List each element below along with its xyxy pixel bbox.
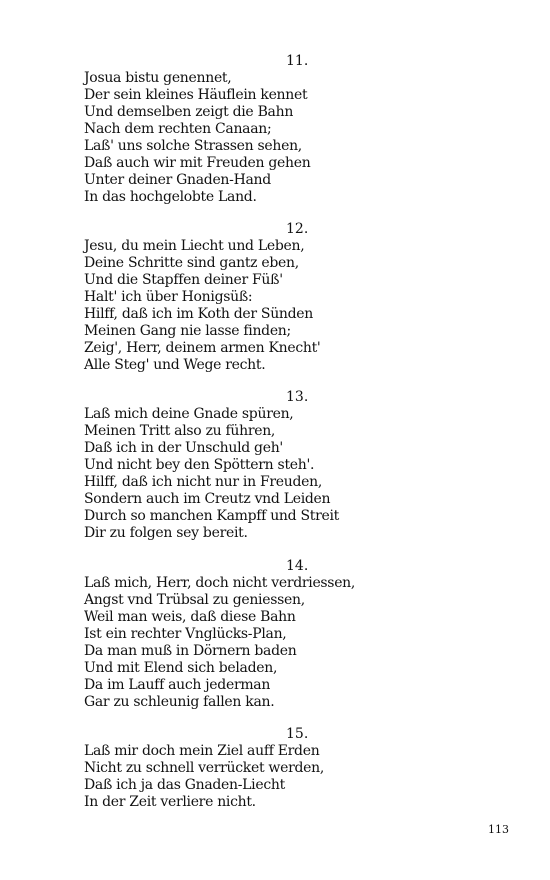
verse-line: Alle Steg' und Wege recht. (84, 357, 266, 373)
verse-line: Ist ein rechter Vnglücks-Plan, (84, 626, 287, 642)
verse-line: Dir zu folgen sey bereit. (84, 525, 248, 541)
verse-line: Meinen Tritt also zu führen, (84, 423, 276, 439)
verse-line: Jesu, du mein Liecht und Leben, (84, 238, 305, 254)
verse-line: In das hochgelobte Land. (84, 189, 257, 205)
verse-line: Laß mich, Herr, doch nicht verdriessen, (84, 575, 356, 591)
verse-line: Deine Schritte sind gantz eben, (84, 255, 299, 271)
verse-line: Durch so manchen Kampff und Streit (84, 508, 339, 524)
page-number: 113 (488, 823, 509, 836)
verse-line: Sondern auch im Creutz vnd Leiden (84, 491, 331, 507)
verse-line: Unter deiner Gnaden-Hand (84, 172, 271, 188)
verse-line: Daß auch wir mit Freuden gehen (84, 155, 311, 171)
verse-line: Angst vnd Trübsal zu geniessen, (84, 592, 305, 608)
stanza-number: 13. (286, 389, 309, 405)
verse-line: Laß mir doch mein Ziel auff Erden (84, 743, 320, 759)
verse-line: Gar zu schleunig fallen kan. (84, 694, 275, 710)
verse-line: Da im Lauff auch jederman (84, 677, 271, 693)
stanza-number: 12. (286, 221, 309, 237)
stanza-lines (84, 743, 324, 811)
verse-line: Laß' uns solche Strassen sehen, (84, 138, 302, 154)
verse-line: Meinen Gang nie lasse finden; (84, 323, 291, 339)
verse-line: Und mit Elend sich beladen, (84, 660, 278, 676)
verse-line: In der Zeit verliere nicht. (84, 794, 256, 810)
verse-line: Zeig', Herr, deinem armen Knecht' (84, 340, 321, 356)
verse-line: Josua bistu genennet, (84, 70, 232, 86)
verse-line: Und demselben zeigt die Bahn (84, 104, 294, 120)
verse-line: Und nicht bey den Spöttern steh'. (84, 457, 315, 473)
stanza-lines (84, 406, 339, 542)
verse-line: Nach dem rechten Canaan; (84, 121, 272, 137)
verse-line: Der sein kleines Häuflein kennet (84, 87, 308, 103)
verse-line: Nicht zu schnell verrücket werden, (84, 760, 325, 776)
stanza-lines (84, 70, 310, 206)
stanza-lines (84, 575, 355, 711)
stanza-number: 15. (286, 726, 309, 742)
verse-line: Daß ich in der Unschuld geh' (84, 440, 283, 456)
stanza-number: 14. (286, 558, 309, 574)
verse-line: Laß mich deine Gnade spüren, (84, 406, 294, 422)
verse-line: Und die Stapffen deiner Füß' (84, 272, 283, 288)
verse-line: Hilff, daß ich nicht nur in Freuden, (84, 474, 322, 490)
verse-line: Hilff, daß ich im Koth der Sünden (84, 306, 314, 322)
stanza-lines (84, 238, 320, 374)
verse-line: Halt' ich über Honigsüß: (84, 289, 253, 305)
verse-line: Daß ich ja das Gnaden-Liecht (84, 777, 285, 793)
verse-line: Da man muß in Dörnern baden (84, 643, 297, 659)
verse-line: Weil man weis, daß diese Bahn (84, 609, 296, 625)
stanza-number: 11. (286, 53, 309, 69)
